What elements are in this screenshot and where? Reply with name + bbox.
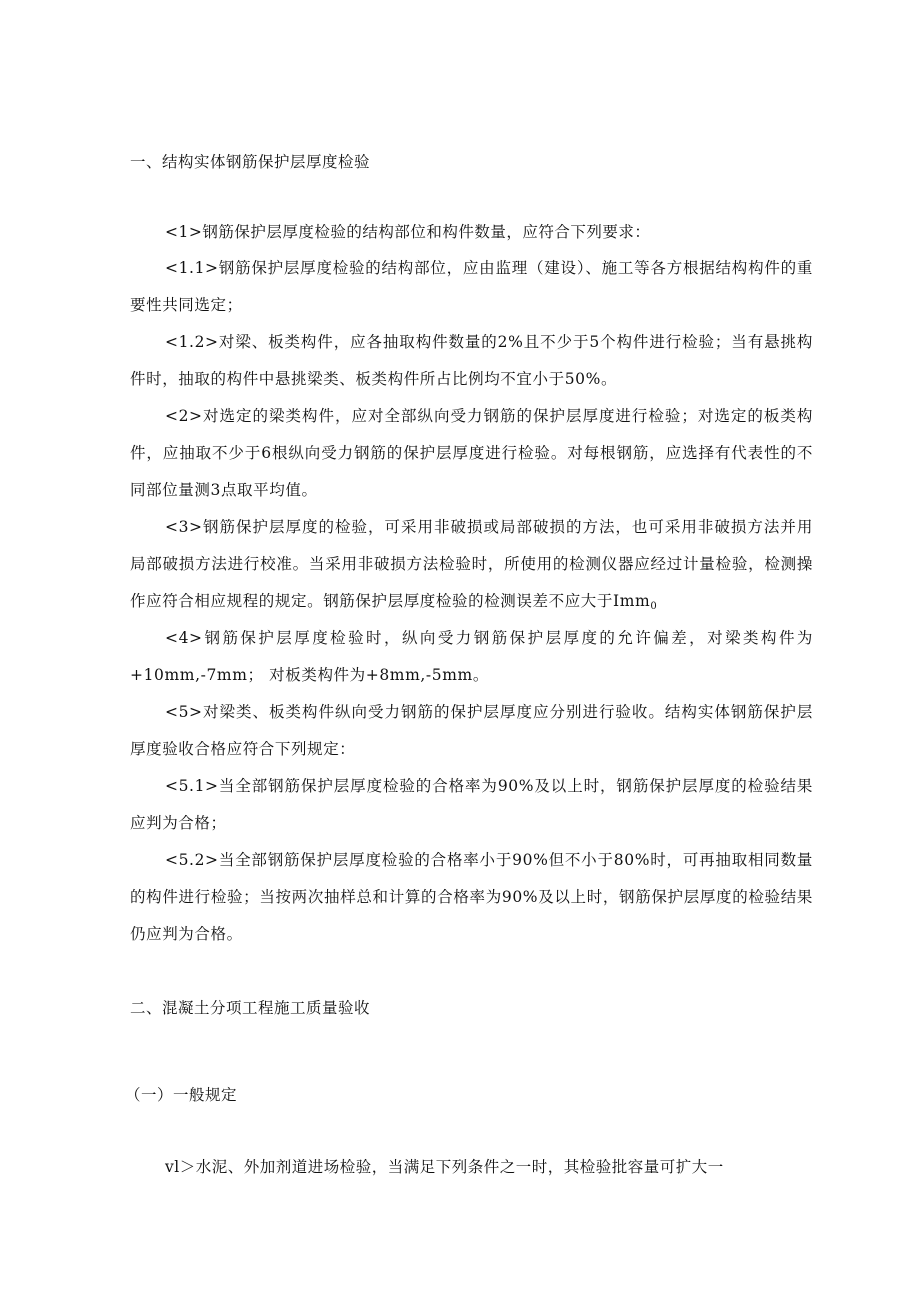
paragraph-1: <1>钢筋保护层厚度检验的结构部位和构件数量，应符合下列要求： <box>165 223 651 241</box>
section-2-heading: 二、混凝土分项工程施工质量验收 <box>130 999 371 1017</box>
paragraph-3-text: <3>钢筋保护层厚度的检验，可采用非破损或局部破损的方法，也可采用非破损方法并用局部破损方法进行校准。当采用非破损方法检验时，所使用的检测仪器应经过计量检验，检测操作应符合相应规程的规定。钢筋保护层厚度检验的检测误差不应大于Imm <box>130 518 813 610</box>
paragraph-5-2: <5.2>当全部钢筋保护层厚度检验的合格率小于90%但不小于80%时，可再抽取相同数量的构件进行检验；当按两次抽样总和计算的合格率为90%及以上时，钢筋保护层厚度的检验结果仍应判为合格。 <box>130 851 813 943</box>
paragraph-section-2-item-1: vl＞水泥、外加剂道进场检验，当满足下列条件之一时，其检验批容量可扩大一 <box>165 1158 724 1176</box>
paragraph-5-1: <5.1>当全部钢筋保护层厚度检验的合格率为90%及以上时，钢筋保护层厚度的检验结果应判为合格； <box>130 777 813 832</box>
section-1-heading: 一、结构实体钢筋保护层厚度检验 <box>130 153 371 171</box>
paragraph-3-subscript: 0 <box>650 601 658 612</box>
section-2-subheading: （一）一般规定 <box>125 1086 238 1104</box>
paragraph-5: <5>对梁类、板类构件纵向受力钢筋的保护层厚度应分别进行验收。结构实体钢筋保护层厚度验收合格应符合下列规定： <box>130 703 813 758</box>
paragraph-1-2: <1.2>对梁、板类构件，应各抽取构件数量的2%且不少于5个构件进行检验；当有悬挑构件时，抽取的构件中悬挑梁类、板类构件所占比例均不宜小于50%。 <box>130 333 813 388</box>
paragraph-4: <4>钢筋保护层厚度检验时，纵向受力钢筋保护层厚度的允许偏差，对梁类构件为+10mm,-7mm； 对板类构件为+8mm,-5mm。 <box>130 629 813 684</box>
paragraph-1-1: <1.1>钢筋保护层厚度检验的结构部位，应由监理（建设）、施工等各方根据结构构件的重要性共同选定； <box>130 259 813 314</box>
paragraph-2: <2>对选定的梁类构件，应对全部纵向受力钢筋的保护层厚度进行检验；对选定的板类构件，应抽取不少于6根纵向受力钢筋的保护层厚度进行检验。对每根钢筋，应选择有代表性的不同部位量测3点取平均值。 <box>130 407 813 499</box>
paragraph-3 <box>130 509 813 625</box>
